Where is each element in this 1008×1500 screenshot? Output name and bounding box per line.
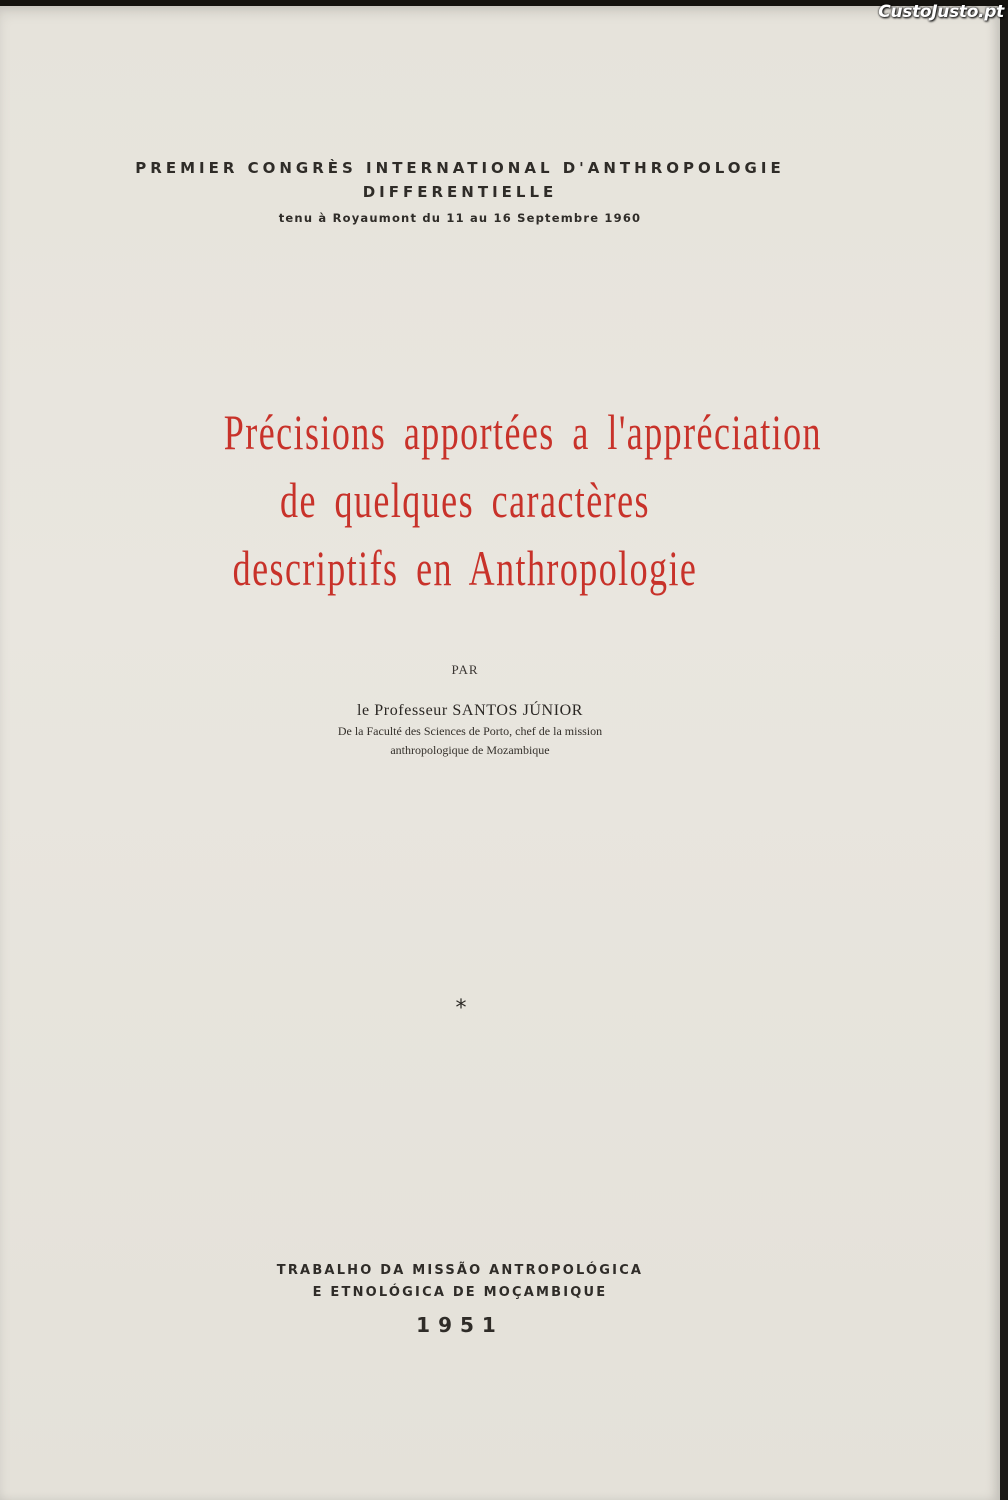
- title-line2: de quelques caractères: [280, 472, 650, 528]
- publisher-footer: [250, 1260, 670, 1342]
- par-label: PAR: [451, 662, 479, 677]
- star-ornament: *: [455, 996, 467, 1021]
- author-name: le Professeur SANTOS JÚNIOR: [356, 702, 584, 719]
- author-affiliation-line2: anthropologique de Mozambique: [390, 743, 550, 757]
- document-title: [223, 398, 822, 602]
- cover-page: [0, 6, 1000, 1500]
- title-line1: Précisions apportées a l'appréciation: [223, 404, 822, 460]
- site-watermark: CustoJusto.pt: [878, 2, 1004, 22]
- title-line3: descriptifs en Anthropologie: [232, 540, 698, 596]
- author-block: [270, 700, 670, 760]
- congress-title-line1: PREMIER CONGRÈS INTERNATIONAL D'ANTHROPOLOGIE: [135, 159, 785, 177]
- congress-title-line2: DIFFERENTIELLE: [362, 183, 558, 201]
- congress-header: [60, 156, 860, 229]
- publication-year: 1951: [416, 1313, 504, 1337]
- footer-line2: E ETNOLÓGICA DE MOÇAMBIQUE: [312, 1285, 608, 1300]
- footer-line1: TRABALHO DA MISSÃO ANTROPOLÓGICA: [276, 1263, 644, 1278]
- author-affiliation-line1: De la Faculté des Sciences de Porto, chef de la mission: [337, 724, 603, 738]
- congress-date-line: tenu à Royaumont du 11 au 16 Septembre 1960: [278, 211, 642, 225]
